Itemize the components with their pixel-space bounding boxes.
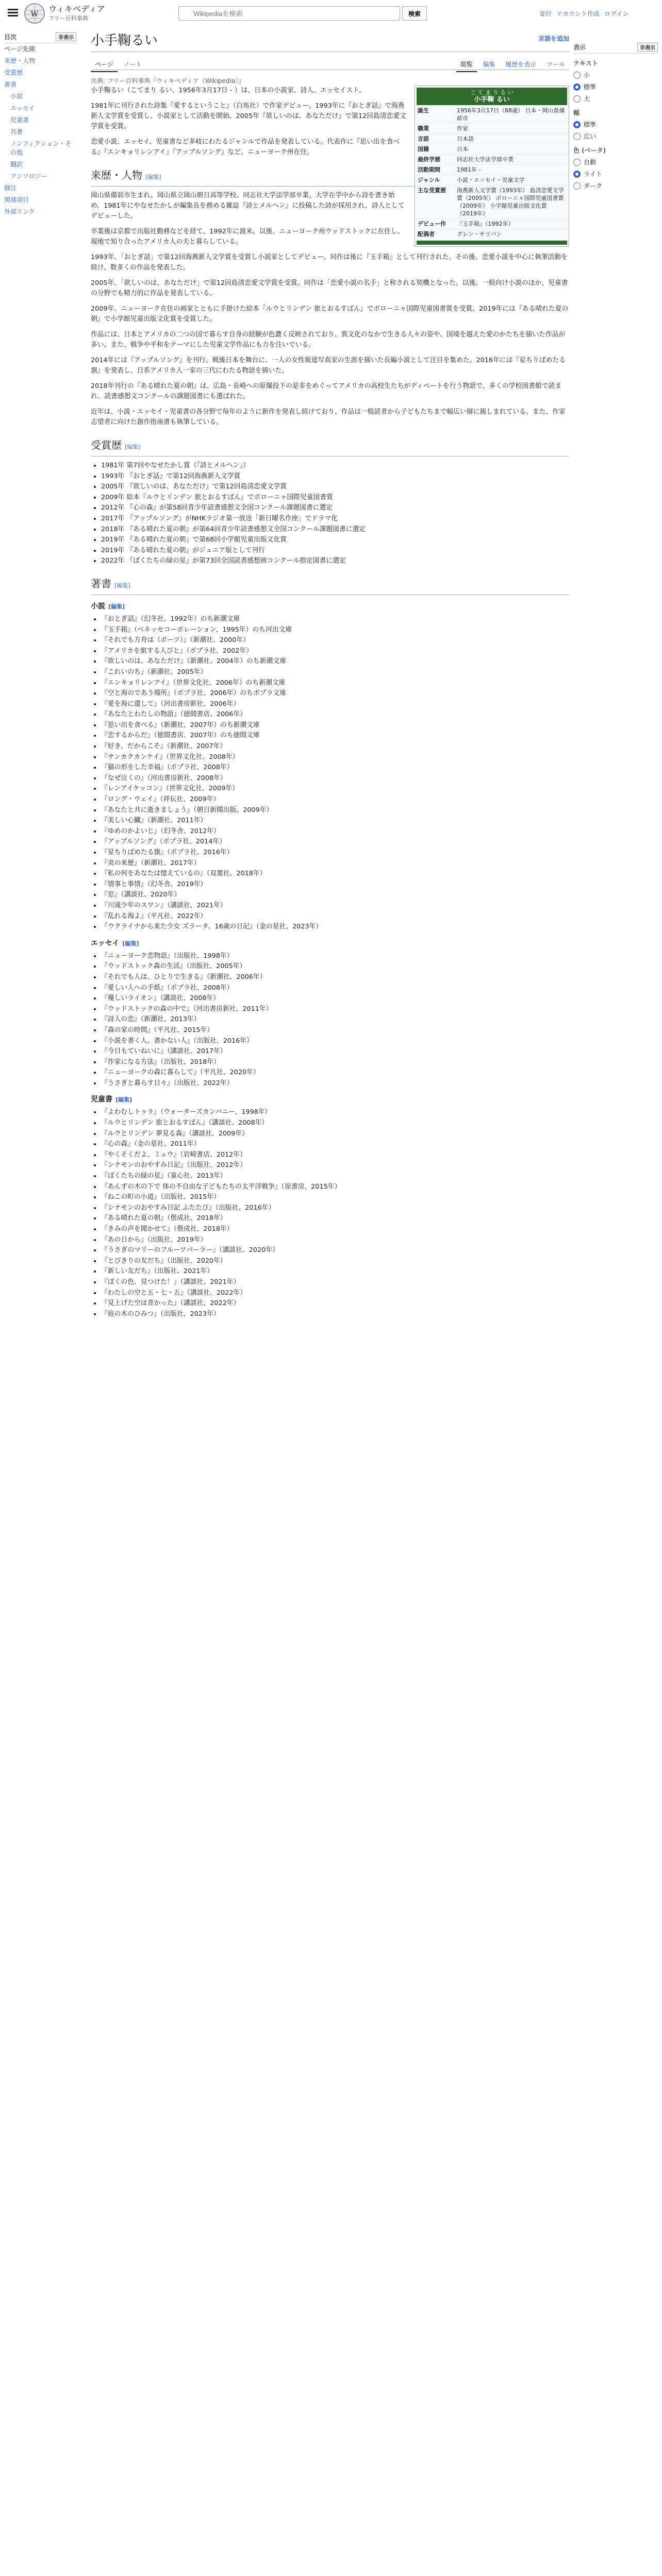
infobox-key: 言語 <box>418 135 429 142</box>
list-item: • 『あなたとわたしの物語』（徳間書店、2006年） <box>101 709 569 720</box>
source-note: 出典: フリー百科事典『ウィキペディア（Wikipedia）』 <box>91 77 245 84</box>
color-label: 色 (ベータ) <box>573 147 606 154</box>
wordmark[interactable] <box>48 5 121 22</box>
list-item: • 『ルウとリンデン 旅とおるすばん』（講談社、2008年） <box>101 1118 569 1128</box>
infobox-key: ジャンル <box>418 177 440 183</box>
infobox-value: 同志社大学法学部卒業 <box>457 156 514 163</box>
text-size-options <box>573 71 658 103</box>
radio-button[interactable] <box>573 133 581 140</box>
radio-button[interactable] <box>573 121 581 128</box>
paragraph: 2005年、「欲しいのは、あなただけ」で第12回島清恋愛文学賞を受賞。同作は「恋愛小説の名手」と称される契機となった。以後、一般向け小説のほか、児童書の分野でも精力的に作品を発表している。 <box>91 279 568 297</box>
list-item: • 『欲しいのは、あなただけ』（新潮社、2004年）のち新潮文庫 <box>101 656 569 667</box>
list-item: • 『わたしの空と五・七・五』（講談社、2022年） <box>101 1288 569 1298</box>
list-item: • 『それでも方舟は（ボーツ）』（新潮社、2000年） <box>101 635 569 646</box>
list-item: • 『シナモンのおやすみ日記』（出版社、2012年） <box>101 1160 569 1171</box>
list-item: • 『アップルソング』（ポプラ社、2014年） <box>101 837 569 847</box>
list-item: • 『猫の形をした幸福』（ポプラ社、2008年） <box>101 762 569 773</box>
toc-item[interactable]: ノンフィクション・その他 <box>10 140 72 156</box>
toc-item[interactable]: 外部リンク <box>4 208 35 215</box>
color-option-label: ライト <box>584 171 602 178</box>
section-edit-link[interactable]: [編集] <box>108 603 125 610</box>
infobox-key: 最終学歴 <box>418 156 440 163</box>
width-option[interactable] <box>573 132 658 141</box>
paragraph: 岡山県備前市生まれ。岡山県立岡山朝日高等学校、同志社大学法学部卒業。大学在学中から詩を書き始め、1981年にやなせたかしが編集長を務める雑誌『詩とメルヘン』に投稿した詩が採用され、詩人としてデビューした。 <box>91 192 405 220</box>
infobox-row <box>417 229 567 239</box>
infobox-row <box>417 218 567 229</box>
color-option[interactable] <box>573 181 658 190</box>
infobox-key: デビュー作 <box>418 221 446 227</box>
page-title: 小手鞠るい <box>91 31 569 52</box>
menu-line <box>8 9 18 10</box>
paragraph: 2009年、ニューヨーク在住の画家とともに手掛けた絵本『ルウとリンデン 旅とおるすばん』でボローニャ国際児童図書賞を受賞。2019年には『ある晴れた夏の朝』で小学館児童出版文化賞を受賞した。 <box>91 305 569 323</box>
list-item: • 『川滝少年のスワン』（講談社、2021年） <box>101 901 569 911</box>
search-input[interactable] <box>178 6 400 21</box>
radio-button[interactable] <box>573 83 581 91</box>
tab-read[interactable]: 閲覧 <box>456 58 477 72</box>
infobox-rows <box>417 105 567 239</box>
paragraph: 2014年には『アップルソング』を刊行。戦後日本を舞台に、一人の女性報道写真家の生涯を描いた長編小説として注目を集めた。2016年には『星ちりばめたる旗』を発表し、日系アメリカ人一家の三代にわたる物語を描いた。 <box>91 357 566 375</box>
bullet-list <box>101 1107 569 1319</box>
list-item: • 『愛を海に還して』（河出書房新社、2006年） <box>101 699 569 709</box>
page-actions <box>456 58 569 72</box>
language-button[interactable]: 言語を追加 <box>538 35 569 42</box>
toc-item[interactable]: 翻訳 <box>10 161 23 168</box>
list-item: • 『心の森』（金の星社、2011年） <box>101 1139 569 1149</box>
text-size-label: テキスト <box>573 60 598 67</box>
paragraph: 恋愛小説、エッセイ、児童書など多岐にわたるジャンルで作品を発表している。代表作に『思い出を食べる』『エンキョリレンアイ』『アップルソング』など。ニューヨーク州在住。 <box>91 138 400 156</box>
list-item: • 『恋するからだ』（徳間書店、2007年）のち徳間文庫 <box>101 731 569 741</box>
list-item: • 『あの日から』（出版社、2019年） <box>101 1235 569 1245</box>
section-heading-text: 児童書 <box>91 1095 112 1104</box>
infobox-value: 小説・エッセイ・児童文学 <box>457 177 525 183</box>
text-size-option[interactable] <box>573 82 658 91</box>
tab-edit[interactable]: 編集 <box>483 61 495 68</box>
list-item: • 2009年 絵本『ルウとリンデン 旅とおるすばん』でボローニャ国際児童図書賞 <box>101 493 569 503</box>
wordmark-title: ウィキペディア <box>48 4 105 14</box>
section-heading <box>91 1094 569 1105</box>
toc-item[interactable]: 共著 <box>10 128 23 135</box>
infobox-name: 小手鞠 るい <box>474 96 510 104</box>
toc-hide-button[interactable]: 非表示 <box>56 32 76 41</box>
user-links <box>539 9 628 18</box>
infobox-key: 主な受賞歴 <box>418 187 446 194</box>
infobox-value: 1981年 - <box>457 166 481 173</box>
radio-button[interactable] <box>573 182 581 190</box>
appearance-heading: 表示 <box>573 44 586 51</box>
text-size-option[interactable] <box>573 71 658 79</box>
infobox-value: 日本語 <box>457 135 474 142</box>
toc-item[interactable]: 受賞歴 <box>4 69 23 76</box>
infobox-row <box>417 185 567 218</box>
menu-line <box>8 12 18 13</box>
toc-item[interactable]: 関連項目 <box>4 196 29 204</box>
infobox-key: 職業 <box>418 125 429 132</box>
infobox-value: 『玉手箱』（1992年） <box>457 221 514 227</box>
infobox-reading: こ て ま り る い <box>470 89 514 96</box>
toc-item[interactable]: 脚注 <box>4 184 17 192</box>
paragraph: 2018年刊行の『ある晴れた夏の朝』は、広島・長崎への原爆投下の是非をめぐってアメリカの高校生たちがディベートを行う物語で、多くの学校図書館で読まれ、読書感想文コンクールの課題図書にも選ばれた。 <box>91 382 562 400</box>
toc-item[interactable]: アンソロジー <box>10 173 47 180</box>
list-item: • 『ルウとリンデン 夢見る森』（講談社、2009年） <box>101 1129 569 1139</box>
list-item: • 『見上げた空は青かった』（講談社、2022年） <box>101 1298 569 1309</box>
list-item: • 2019年 『ある晴れた夏の朝』がジュニア版として刊行 <box>101 546 569 556</box>
article-body <box>91 86 569 1319</box>
width-label: 幅 <box>573 109 580 116</box>
list-item: • 『空と海のであう場所』（ポプラ社、2006年）のちポプラ文庫 <box>101 688 569 699</box>
list-item: • 『うさぎと暮らす日々』（出版社、2022年） <box>101 1078 569 1089</box>
wordmark-tagline: フリー百科事典 <box>48 15 88 22</box>
toc-item[interactable]: 小説 <box>10 93 23 100</box>
infobox-row <box>417 154 567 164</box>
infobox-value: 作家 <box>457 125 468 132</box>
tab-talk[interactable]: ノート <box>123 61 142 68</box>
radio-button[interactable] <box>573 159 581 166</box>
list-item: • 『優しいライオン』（講談社、2008年） <box>101 993 569 1004</box>
section-heading-text: 来歴・人物 <box>91 169 142 181</box>
section-edit-link[interactable]: [編集] <box>125 444 141 450</box>
appearance-panel <box>573 36 658 190</box>
paragraph: 小手鞠るい（こてまり るい、1956年3月17日 - ）は、日本の小説家、詩人、エッセイスト。 <box>91 87 366 94</box>
search-button[interactable]: 検索 <box>402 6 427 21</box>
appearance-header <box>573 41 658 54</box>
toc-list <box>4 43 76 218</box>
list-item: • 『アメリカを旅する人びと』（ポプラ社、2002年） <box>101 646 569 656</box>
list-item: • 『ねこの町の小道』（出版社、2015年） <box>101 1192 569 1202</box>
list-item: • 『これいのち』（新潮社、2005年） <box>101 667 569 677</box>
toc-item[interactable]: 児童書 <box>10 116 29 124</box>
infobox-row <box>417 133 567 144</box>
list-item: • 『情事と事情』（幻冬舎、2019年） <box>101 879 569 890</box>
toc-sidebar <box>4 31 76 218</box>
infobox-row <box>417 175 567 185</box>
list-item: • 『ニューヨークの森に暮らして』（平凡社、2020年） <box>101 1067 569 1078</box>
width-option[interactable] <box>573 120 658 129</box>
svg-text:W: W <box>30 10 39 19</box>
infobox <box>415 86 569 247</box>
appearance-hide-button[interactable]: 非表示 <box>637 43 658 52</box>
toc-heading: 目次 <box>4 33 17 41</box>
list-item: • 『よわむしトゥラ』（ウォーターズカンパニー、1998年） <box>101 1107 569 1117</box>
infobox-key: 配偶者 <box>418 231 435 238</box>
infobox-row <box>417 144 567 154</box>
list-item: • 『とびきりの友だち』（出版社、2020年） <box>101 1256 569 1266</box>
tab-tools[interactable]: ツール <box>547 61 565 68</box>
list-item: • 『ある晴れた夏の朝』（偕成社、2018年） <box>101 1213 569 1224</box>
section-heading <box>91 577 569 595</box>
page-tabs <box>91 58 569 70</box>
menu-line <box>8 15 18 16</box>
list-item: • 『窓』（講談社、2020年） <box>101 890 569 900</box>
infobox-value: 海燕新人文学賞（1993年） 島清恋愛文学賞（2005年） ボローニャ国際児童図書賞（2009年） 小学館児童出版文化賞（2019年） <box>457 187 564 217</box>
radio-button[interactable] <box>573 72 581 79</box>
list-item: • 『ウッドストック森の生活』（出版社、2005年） <box>101 961 569 972</box>
section-heading-text: 受賞歴 <box>91 439 122 451</box>
list-item: • 『おとぎ話』（幻冬社、1992年）のち新潮文庫 <box>101 614 569 624</box>
list-item: • 『私の何をあなたは憶えているの』（双葉社、2018年） <box>101 869 569 879</box>
infobox-value: グレン・サリバン <box>457 231 502 238</box>
text-size-option-label: 小 <box>584 72 590 79</box>
list-item: • 『庭の木のひみつ』（出版社、2023年） <box>101 1309 569 1319</box>
list-item: • 『ぼくの色、見つけた！』（講談社、2021年） <box>101 1277 569 1287</box>
create-account-link[interactable]: アカウント作成 <box>556 10 600 18</box>
list-item: • 『それでも人は、ひとりで生きる』（新潮社、2006年） <box>101 972 569 982</box>
bullet-list <box>101 951 569 1089</box>
list-item: • 『エンキョリレンアイ』（世界文化社、2006年）のち新潮文庫 <box>101 678 569 688</box>
infobox-value: 1956年3月17日（68歳） 日本・岡山県備前市 <box>457 107 565 122</box>
color-options <box>573 158 658 190</box>
bullet-list <box>101 461 569 566</box>
list-item: • 2018年 『ある晴れた夏の朝』が第64回青少年読書感想文全国コンクール課題図書に選定 <box>101 524 569 535</box>
list-item: • 『星ちりばめたる旗』（ポプラ社、2016年） <box>101 848 569 858</box>
list-item: • 『愛しい人への手紙』（ポプラ社、2008年） <box>101 983 569 993</box>
list-item: • 『ぼくたちの緑の星』（童心社、2013年） <box>101 1171 569 1181</box>
text-size-option[interactable] <box>573 94 658 103</box>
list-item: • 『あんずの木の下で 体の不自由な子どもたちの太平洋戦争』（原書房、2015年） <box>101 1182 569 1192</box>
section-heading-text: 著書 <box>91 577 111 590</box>
site-header <box>0 0 662 27</box>
infobox-row <box>417 105 567 123</box>
toc-item[interactable]: 来歴・人物 <box>4 57 36 64</box>
list-item: • 『小説を書く人、書かない人』（出版社、2016年） <box>101 1036 569 1046</box>
color-option[interactable] <box>573 158 658 166</box>
list-item: • 2017年 『アップルソング』がNHKラジオ第一放送「新日曜名作座」でドラマ化 <box>101 514 569 524</box>
donate-link[interactable]: 寄付 <box>539 10 552 18</box>
width-option-label: 広い <box>584 133 597 140</box>
list-item: • 『ニューヨーク恋物語』（出版社、1998年） <box>101 951 569 961</box>
list-item: • 2022年 『ぼくたちの緑の星』が第73回全国読書感想画コンクール指定図書に選定 <box>101 556 569 566</box>
list-item: • 『うさぎのマリーのフルーツパーラー』（講談社、2020年） <box>101 1245 569 1256</box>
list-item: • 2012年 『心の森』が第58回青少年読書感想文全国コンクール課題図書に選定 <box>101 503 569 513</box>
tab-page[interactable]: ページ <box>91 58 118 72</box>
list-item: • 『森の家の時間』（平凡社、2015年） <box>101 1025 569 1036</box>
color-option[interactable] <box>573 170 658 178</box>
list-item: • 『思い出を食べる』（新潮社、2007年）のち新潮文庫 <box>101 720 569 731</box>
toc-header <box>4 31 76 43</box>
toc-item[interactable]: エッセイ <box>10 105 35 112</box>
list-item: • 『ゆめのかよいじ』（幻冬舎、2012年） <box>101 826 569 837</box>
section-heading <box>91 601 569 612</box>
paragraph: 卒業後は京都で出版社勤務などを経て、1992年に渡米。以後、ニューヨーク州ウッドストックに在住し、現地で知り合ったアメリカ人の夫と暮らしている。 <box>91 228 404 246</box>
paragraph: 作品には、日本とアメリカの二つの国で暮らす自身の経験が色濃く反映されており、異文化のなかで生きる人々の姿や、国境を越えた愛のかたちを描いた作品が多い。また、戦争や平和をテーマにした児童文学作品にも力を注いでいる。 <box>91 331 566 349</box>
tab-history[interactable]: 履歴を表示 <box>505 61 537 68</box>
list-item: • 『ウッドストックの森の中で』（河出書房新社、2011年） <box>101 1004 569 1014</box>
width-options <box>573 120 658 141</box>
list-item: • 『きみの声を聞かせて』（偕成社、2018年） <box>101 1224 569 1234</box>
section-heading <box>91 938 569 949</box>
section-heading-text: 小説 <box>91 602 105 611</box>
list-item: • 『なぜ泣くの』（河出書房新社、2008年） <box>101 773 569 784</box>
infobox-key: 活動期間 <box>418 166 440 173</box>
paragraph: 1993年、「おとぎ話」で第12回海燕新人文学賞を受賞し小説家としてデビュー。同作は後に『玉手箱』として刊行された。その後、恋愛小説を中心に執筆活動を続け、数多くの作品を発表した。 <box>91 253 568 272</box>
list-item: • 『ウクライナから来た少女 ズラータ、16歳の日記』（金の星社、2023年） <box>101 922 569 932</box>
title-area <box>91 31 569 75</box>
section-edit-link[interactable]: [編集] <box>122 940 139 947</box>
list-item: • 『玉手箱』（ベネッセコーポレーション、1995年）のち河出文庫 <box>101 625 569 635</box>
login-link[interactable]: ログイン <box>604 10 629 18</box>
section-edit-link[interactable]: [編集] <box>114 582 130 589</box>
color-option-label: 自動 <box>584 159 597 166</box>
infobox-key: 国籍 <box>418 146 429 152</box>
radio-button[interactable] <box>573 171 581 178</box>
paragraph: 近年は、小説・エッセイ・児童書の各分野で毎年のように新作を発表し続けており、作品は一般読者から子どもたちまで幅広い層に親しまれている。また、作家志望者に向けた創作指南書も執筆している。 <box>91 408 566 426</box>
list-item: • 2019年 『ある晴れた夏の朝』で第68回小学館児童出版文化賞 <box>101 535 569 545</box>
list-item: • 1993年 『おとぎ話』で第12回海燕新人文学賞 <box>101 471 569 482</box>
infobox-value: 日本 <box>457 146 468 152</box>
infobox-footer <box>417 241 567 245</box>
section-heading <box>91 438 569 456</box>
list-item: • 『シナモンのおやすみ日記 ふたたび』（出版社、2016年） <box>101 1203 569 1213</box>
infobox-header <box>417 88 567 105</box>
infobox-row <box>417 164 567 175</box>
wikipedia-globe-icon[interactable] <box>23 2 46 25</box>
color-option-label: ダーク <box>584 182 603 190</box>
list-item: • 『今日もていねいに』（講談社、2017年） <box>101 1046 569 1057</box>
list-item: • 1981年 第7回やなせたかし賞（『詩とメルヘン』） <box>101 461 569 471</box>
toc-item[interactable]: ページ先頭 <box>4 45 35 53</box>
main-menu-button[interactable] <box>7 7 19 20</box>
list-item: • 『詩人の恋』（新潮社、2013年） <box>101 1014 569 1025</box>
list-item: • 『好き、だからこそ』（新潮社、2007年） <box>101 741 569 752</box>
list-item: • 『サンカクカンケイ』（世界文化社、2008年） <box>101 752 569 762</box>
section-edit-link[interactable]: [編集] <box>115 1096 133 1104</box>
list-item: • 『やくそくだよ、ミュウ』（岩崎書店、2012年） <box>101 1150 569 1160</box>
infobox-row <box>417 123 567 133</box>
bullet-list <box>101 614 569 932</box>
list-item: • 『美しい心臓』（新潮社、2011年） <box>101 816 569 826</box>
toc-item[interactable]: 著書 <box>4 81 17 88</box>
list-item: • 2005年 『欲しいのは、あなただけ』で第12回島清恋愛文学賞 <box>101 482 569 492</box>
list-item: • 『炎の来歴』（新潮社、2017年） <box>101 858 569 869</box>
list-item: • 『作家になる方法』（出版社、2018年） <box>101 1057 569 1067</box>
paragraph: 1981年に刊行された詩集『愛するということ』（白馬社）で作家デビュー。1993年に『おとぎ話』で海燕新人文学賞を受賞し、小説家として活動を開始。2005年『欲しいのは、あなただけ』で第12回島清恋愛文学賞を受賞。 <box>91 102 406 130</box>
list-item: • 『乱れる海よ』（平凡社、2022年） <box>101 911 569 922</box>
list-item: • 『ロング・ウェイ』（祥伝社、2009年） <box>101 794 569 805</box>
list-item: • 『レンアイケッコン』（世界文化社、2009年） <box>101 784 569 794</box>
text-size-option-label: 大 <box>584 95 590 103</box>
infobox-key: 誕生 <box>418 107 429 114</box>
article-content <box>91 86 569 1319</box>
section-edit-link[interactable]: [編集] <box>145 174 161 180</box>
text-size-option-label: 標準 <box>584 83 597 91</box>
width-option-label: 標準 <box>584 121 597 128</box>
list-item: • 『あなたと共に逝きましょう』（朝日新聞出版、2009年） <box>101 805 569 816</box>
section-heading-text: エッセイ <box>91 939 120 947</box>
list-item: • 『新しい友だち』（出版社、2021年） <box>101 1266 569 1277</box>
radio-button[interactable] <box>573 95 581 103</box>
